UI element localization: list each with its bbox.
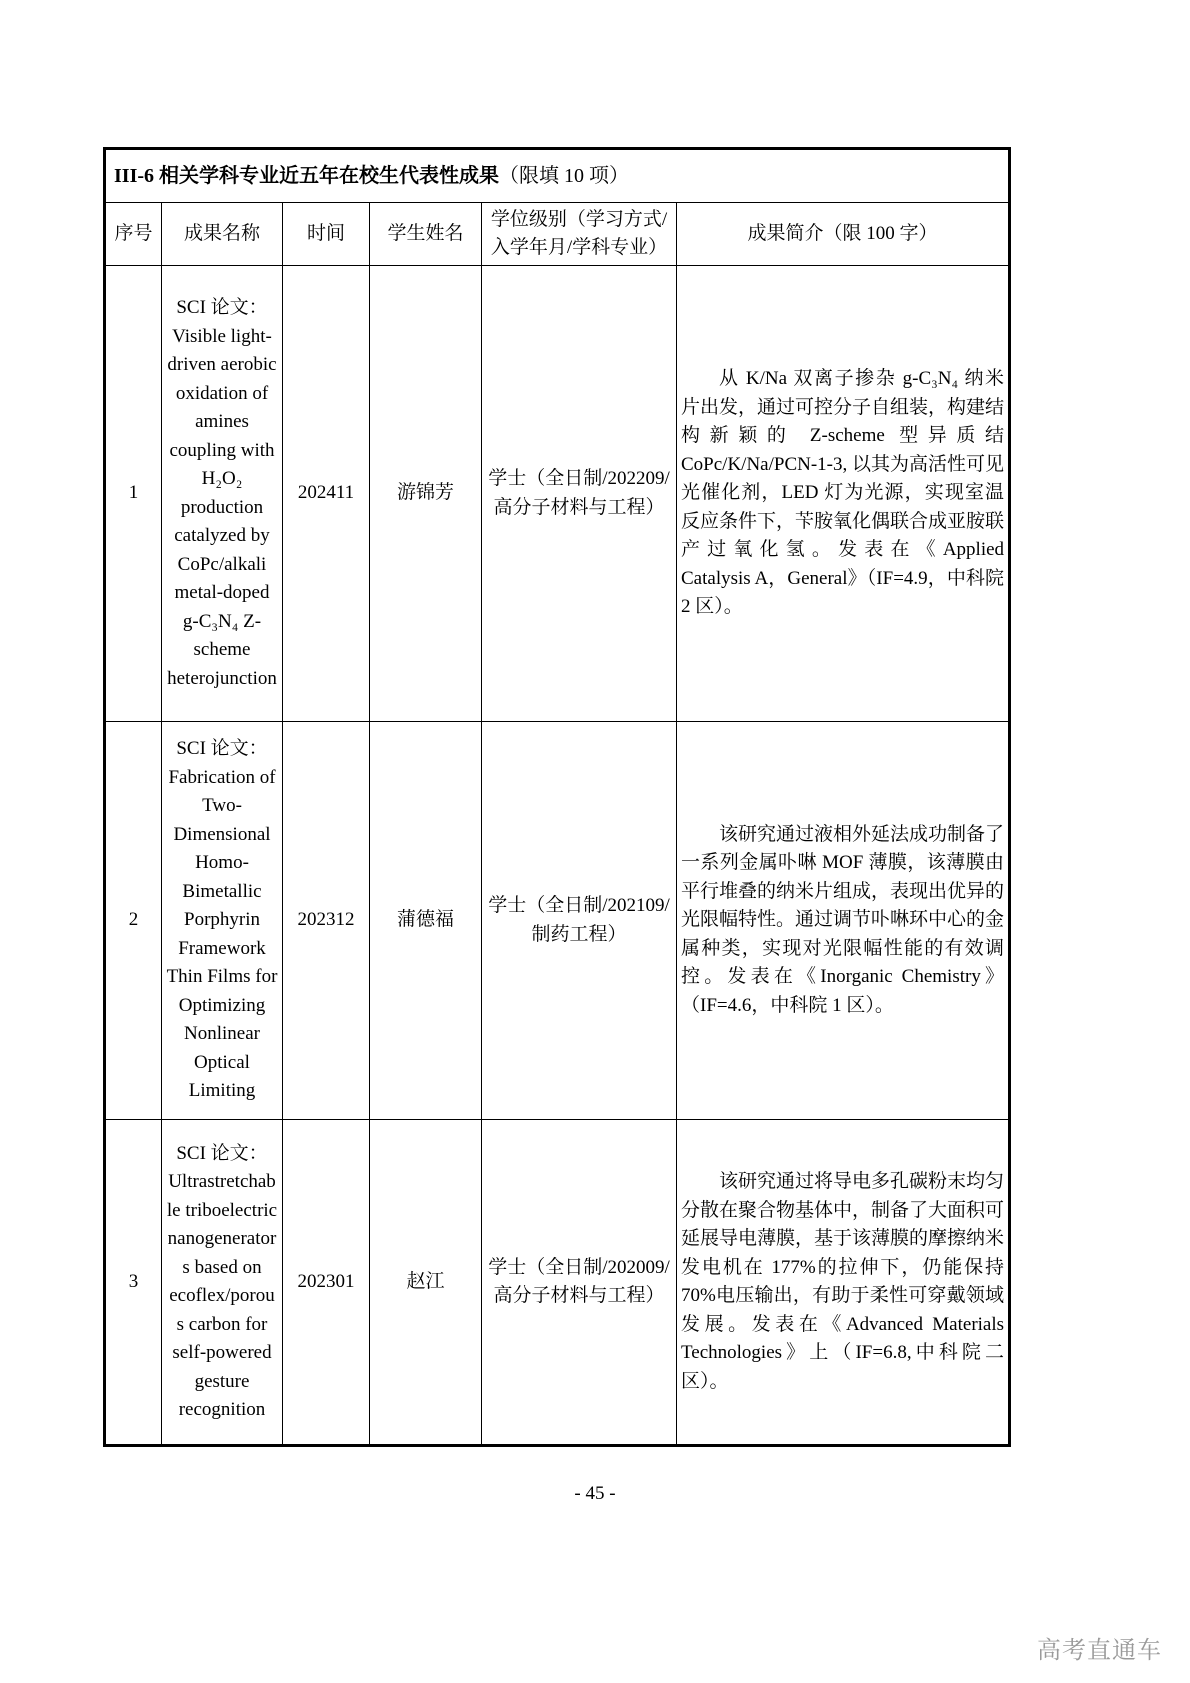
cell-degree-level: 学士（全日制/202209/高分子材料与工程） xyxy=(482,266,677,722)
cell-student-name: 游锦芳 xyxy=(370,266,482,722)
achievements-table xyxy=(103,147,1011,1447)
cell-degree-level: 学士（全日制/202009/高分子材料与工程） xyxy=(482,1120,677,1446)
table-title xyxy=(105,149,1010,203)
table-title-row xyxy=(105,149,1010,203)
col-header-student: 学生姓名 xyxy=(370,203,482,266)
cell-row-number: 3 xyxy=(105,1120,162,1446)
cell-row-number: 1 xyxy=(105,266,162,722)
watermark: 高考直通车 xyxy=(1037,1637,1162,1664)
cell-row-number: 2 xyxy=(105,722,162,1120)
cell-student-name: 蒲德福 xyxy=(370,722,482,1120)
col-header-time: 时间 xyxy=(283,203,370,266)
cell-summary: 该研究通过液相外延法成功制备了一系列金属卟啉 MOF 薄膜，该薄膜由平行堆叠的纳米片组成，表现出优异的光限幅特性。通过调节卟啉环中心的金属种类，实现对光限幅性能的有效调控。发表在《Inorganic Chemistry》（IF=4.6，中科院 1 区）。 xyxy=(677,722,1010,1120)
cell-time: 202411 xyxy=(283,266,370,722)
table-row xyxy=(105,722,1010,1120)
page-number: - 45 - xyxy=(574,1483,616,1504)
table-header-row xyxy=(105,203,1010,266)
cell-summary: 从 K/Na 双离子掺杂 g-C₃N₄ 纳米片出发，通过可控分子自组装，构建结构新颖的 Z-scheme 型异质结 CoPc/K/Na/PCN-1-3, 以其为高活性可见光催化剂，LED 灯为光源，实现室温反应条件下，苄胺氧化偶联合成亚胺联产过氧化氢。发表在《Applied Catalysis A，General》（IF=4.9，中科院 2 区）。 xyxy=(677,266,1010,722)
cell-time: 202301 xyxy=(283,1120,370,1446)
cell-degree-level: 学士（全日制/202109/制药工程） xyxy=(482,722,677,1120)
col-header-degree: 学位级别（学习方式/入学年月/学科专业） xyxy=(482,203,677,266)
table-row xyxy=(105,266,1010,722)
table-title-text: III-6 相关学科专业近五年在校生代表性成果 xyxy=(114,165,500,187)
cell-achievement-name: SCI 论文： Ultrastretchable triboelectric nanogenerators based on ecoflex/porous carbon for self-powered gesture recognition xyxy=(162,1120,283,1446)
col-header-summary: 成果简介（限 100 字） xyxy=(677,203,1010,266)
cell-achievement-name: SCI 论文： Visible light-driven aerobic oxidation of amines coupling with H₂O₂ production catalyzed by CoPc/alkali metal-doped g-C₃N₄ Z-scheme heterojunction xyxy=(162,266,283,722)
cell-summary: 该研究通过将导电多孔碳粉末均匀分散在聚合物基体中，制备了大面积可延展导电薄膜，基于该薄膜的摩擦纳米发电机在 177%的拉伸下，仍能保持 70%电压输出，有助于柔性可穿戴领域发展。发表在《Advanced Materials Technologies》上（IF=6.8,中科院二区）。 xyxy=(677,1120,1010,1446)
col-header-name: 成果名称 xyxy=(162,203,283,266)
col-header-no: 序号 xyxy=(105,203,162,266)
cell-student-name: 赵江 xyxy=(370,1120,482,1446)
table-row xyxy=(105,1120,1010,1446)
cell-achievement-name: SCI 论文： Fabrication of Two-Dimensional Homo-Bimetallic Porphyrin Framework Thin Films for Optimizing Nonlinear Optical Limiting xyxy=(162,722,283,1120)
cell-time: 202312 xyxy=(283,722,370,1120)
table-title-note: （限填 10 项） xyxy=(499,165,630,187)
